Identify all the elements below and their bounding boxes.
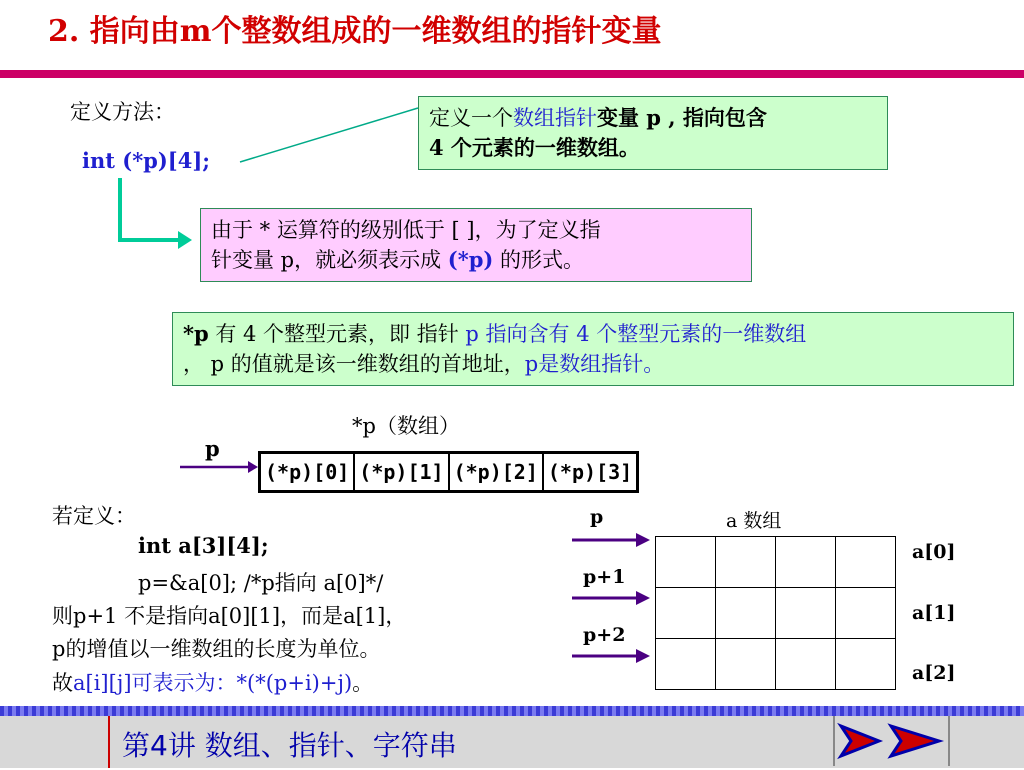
- lower-line-2: int a[3][4];: [138, 533, 269, 558]
- next-slide-button[interactable]: [833, 716, 950, 766]
- array-cell: (*p)[1]: [353, 454, 447, 490]
- precedence-callout: 由于 * 运算符的级别低于 [ ]，为了定义指 针变量 p，就必须表示成 (*p) 的形式。: [200, 208, 752, 282]
- footer-title: 第4讲 数组、指针、字符串: [122, 729, 457, 762]
- lower-line-3: p=&a[0]; /*p指向 a[0]*/: [138, 571, 384, 595]
- lower-line-1: 若定义：: [52, 504, 136, 528]
- definition-code: int (*p)[4];: [82, 148, 211, 173]
- green-arrowhead: [178, 231, 192, 249]
- pointer-label: p: [205, 436, 220, 461]
- array-cell: (*p)[2]: [448, 454, 542, 490]
- slide-title: 2. 指向由m个整数组成的一维数组的指针变量: [48, 14, 662, 49]
- callout-line: [240, 108, 418, 162]
- grid-title: a 数组: [726, 510, 782, 532]
- footer-strip: [0, 706, 1024, 716]
- row-label: a[0]: [912, 541, 956, 563]
- array-pointer-callout: 定义一个数组指针变量 p , 指向包含 4 个元素的一维数组。: [418, 96, 888, 170]
- row-label: a[1]: [912, 602, 956, 624]
- grid-ptr-label: p+1: [583, 566, 626, 588]
- grid-ptr-label: p: [590, 506, 604, 528]
- grid-row: [656, 639, 896, 690]
- array-grid: [655, 536, 896, 690]
- array-cell: (*p)[3]: [542, 454, 636, 490]
- grid-ptr-label: p+2: [583, 624, 626, 646]
- next-arrows-icon: [835, 716, 948, 766]
- definition-label: 定义方法：: [70, 100, 175, 124]
- lower-line-4: 则p+1 不是指向a[0][1]，而是a[1]，: [52, 604, 407, 628]
- lower-line-6: 故a[i][j]可表示为：*(*(p+i)+j)。: [52, 671, 374, 695]
- lower-line-5: p的增值以一维数组的长度为单位。: [52, 637, 381, 661]
- array-label: *p（数组）: [352, 414, 460, 438]
- green-arrow: [120, 178, 178, 240]
- grid-row: [656, 537, 896, 588]
- pointer-array-cells: [258, 451, 639, 493]
- row-label: a[2]: [912, 662, 956, 684]
- footer-divider: [108, 716, 110, 768]
- explanation-box: *p 有 4 个整型元素，即 指针 p 指向含有 4 个整型元素的一维数组 ， p 的值就是该一维数组的首地址，p是数组指针。: [172, 312, 1014, 386]
- array-cell: (*p)[0]: [265, 460, 350, 484]
- grid-row: [656, 588, 896, 639]
